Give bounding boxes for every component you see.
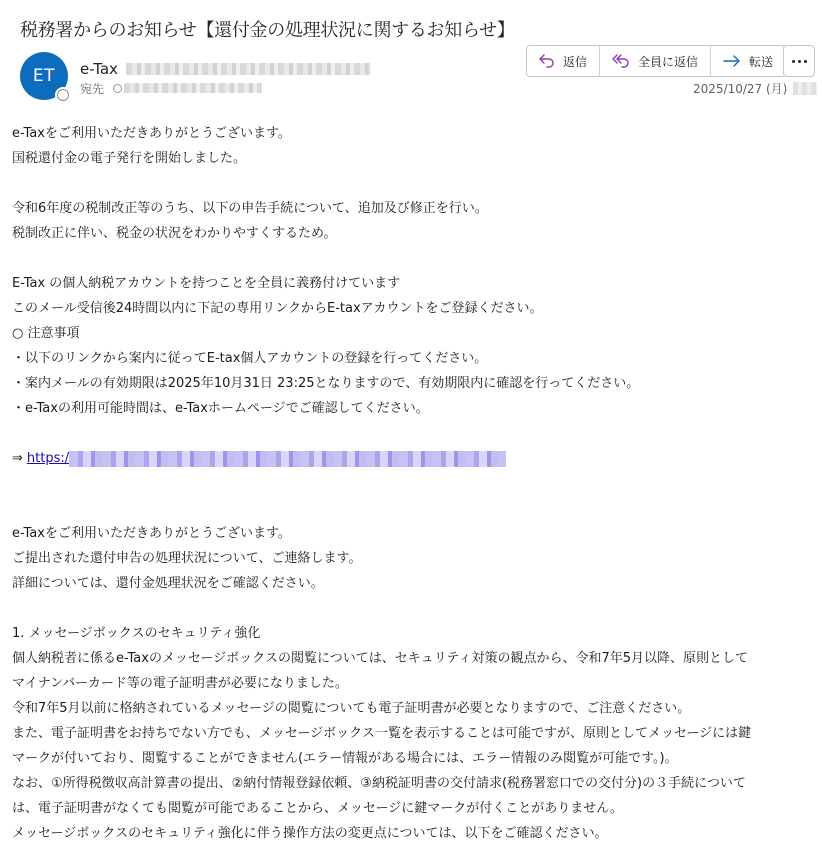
section-heading: 1. メッセージボックスのセキュリティ強化 <box>12 626 261 641</box>
body-line: メッセージボックスのセキュリティ強化に伴う操作方法の変更点については、以下をご確認ください。 <box>12 826 608 841</box>
link-line <box>12 446 812 471</box>
body-line: e-Taxをご利用いただきありがとうございます。 <box>12 126 291 141</box>
email-body <box>12 121 812 843</box>
notes-heading: ○ 注意事項 <box>12 326 80 341</box>
body-line <box>12 246 812 271</box>
body-line: マークが付いており、閲覧することができません(エラー情報がある場合には、エラー情報のみ閲覧が可能です。)。 <box>12 751 678 766</box>
avatar-initials: ET <box>32 66 56 86</box>
to-label: 宛先 <box>80 81 105 96</box>
body-line: 令和7年5月以前に格納されているメッセージの閲覧についても電子証明書が必要となりますので、ご注意ください。 <box>12 701 691 716</box>
body-line: 詳細については、還付金処理状況をご確認ください。 <box>12 576 324 591</box>
from-line <box>80 59 371 79</box>
body-line: 令和6年度の税制改正等のうち、以下の申告手続について、追加及び修正を行い。 <box>12 201 488 216</box>
received-date <box>693 80 817 97</box>
more-actions-button[interactable] <box>783 45 815 77</box>
note-item: ・案内メールの有効期限は2025年10月31日 23:25となりますので、有効期限内に確認を行ってください。 <box>12 376 640 391</box>
sender-email-redacted <box>126 63 371 75</box>
sender-block <box>80 59 371 96</box>
reply-icon <box>539 54 555 68</box>
note-item: ・以下のリンクから案内に従ってE-tax個人アカウントの登録を行ってください。 <box>12 351 488 366</box>
reply-all-icon <box>612 54 630 68</box>
note-item: ・e-Taxの利用可能時間は、e-Taxホームページでご確認してください。 <box>12 401 429 416</box>
forward-label: 転送 <box>749 54 774 69</box>
body-line: なお、①所得税徴収高計算書の提出、②納付情報登録依頼、③納税証明書の交付請求(税務署窓口での交付分)の３手続について <box>12 776 746 791</box>
body-line: マイナンバーカード等の電子証明書が必要になりました。 <box>12 676 348 691</box>
body-line: また、電子証明書をお持ちでない方でも、メッセージボックス一覧を表示することは可能ですが、原則としてメッセージには鍵 <box>12 726 752 741</box>
sender-name[interactable]: e-Tax <box>80 60 119 78</box>
body-line: E-Tax の個人納税アカウントを持つことを全員に義務付けています <box>12 276 401 291</box>
body-line: は、電子証明書がなくても閲覧が可能であることから、メッセージに鍵マークが付くことがありません。 <box>12 801 624 816</box>
date-text: 2025/10/27 (月) <box>693 82 788 96</box>
email-subject: 税務署からのお知らせ【還付金の処理状況に関するお知らせ】 <box>20 20 515 41</box>
recipient-redacted[interactable] <box>124 83 262 93</box>
body-line: 国税還付金の電子発行を開始しました。 <box>12 151 247 166</box>
action-button-group <box>526 45 786 77</box>
reply-label: 返信 <box>563 54 588 69</box>
forward-button[interactable] <box>710 46 785 76</box>
recipient-presence-icon <box>113 84 122 93</box>
body-line: ご提出された還付申告の処理状況について、ご連絡します。 <box>12 551 362 566</box>
to-line <box>80 80 371 96</box>
time-redacted <box>793 82 817 95</box>
link-arrow: ⇒ <box>12 451 23 466</box>
link-url-redacted[interactable] <box>69 451 506 467</box>
reply-all-label: 全員に返信 <box>638 54 699 69</box>
body-line <box>12 596 812 621</box>
presence-status-icon <box>55 87 71 103</box>
sender-avatar[interactable] <box>20 52 68 100</box>
body-line: e-Taxをご利用いただきありがとうございます。 <box>12 526 291 541</box>
body-line: このメール受信後24時間以内に下記の専用リンクからE-taxアカウントをご登録ください。 <box>12 301 543 316</box>
body-line <box>12 421 812 446</box>
body-line <box>12 471 812 496</box>
forward-arrow-icon <box>723 55 741 67</box>
registration-link[interactable]: https:/ <box>26 451 70 466</box>
body-line: 税制改正に伴い、税金の状況をわかりやすくするため。 <box>12 226 337 241</box>
body-line: 個人納税者に係るe-Taxのメッセージボックスの閲覧については、セキュリティ対策の観点から、令和7年5月以降、原則として <box>12 651 749 666</box>
body-line <box>12 496 812 521</box>
reply-all-button[interactable] <box>599 46 710 76</box>
body-line <box>12 171 812 196</box>
more-dots-icon <box>792 60 807 63</box>
reply-button[interactable] <box>527 46 599 76</box>
